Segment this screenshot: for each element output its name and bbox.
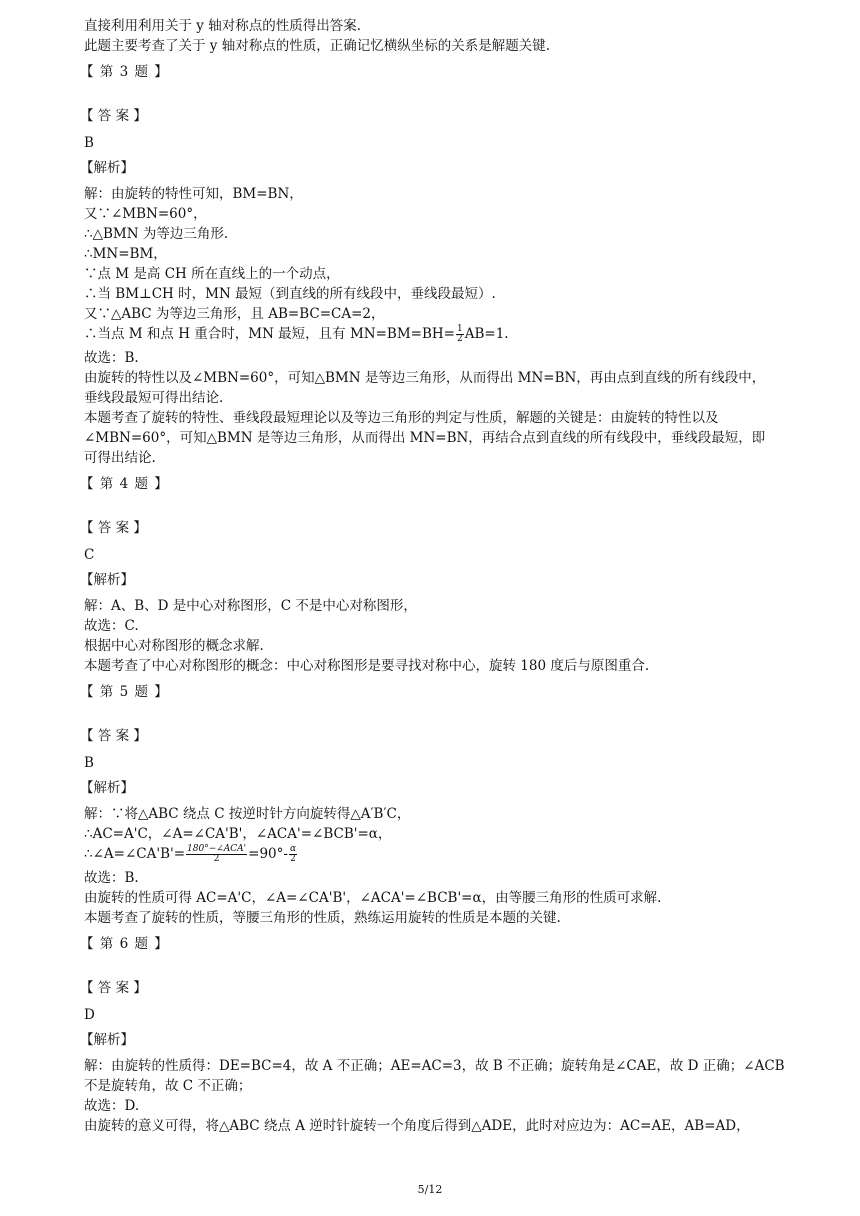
q3-line-6: ∴当 BM⊥CH 时，MN 最短（到直线的所有线段中，垂线段最短）. [84, 286, 496, 302]
intro-line-2: 此题主要考查了关于 y 轴对称点的性质，正确记忆横纵坐标的关系是解题关键. [84, 38, 550, 54]
q5-line-2: ∴AC=A'C，∠A=∠CA'B'，∠ACA'=∠BCB'=α， [84, 826, 392, 842]
q5-line-3-text: ∴∠A=∠CA'B'= [84, 846, 186, 862]
q3-line-9: 故选：B. [84, 350, 139, 366]
q6-line-4: 由旋转的意义可得，将△ABC 绕点 A 逆时针旋转一个角度后得到△ADE，此时对应边为：AC=AE，AB=AD， [84, 1118, 750, 1134]
q3-line-3: ∴△BMN 为等边三角形. [84, 226, 229, 242]
question-5-header: 【 第 5 题 】 [80, 684, 169, 700]
question-4-header: 【 第 4 题 】 [80, 476, 169, 492]
q4-analysis-label: 【解析】 [80, 572, 134, 588]
q3-answer-label: 【 答 案 】 [80, 108, 147, 124]
q3-line-2: 又∵∠MBN=60°， [84, 206, 207, 222]
q3-line-8 [84, 324, 509, 344]
q3-line-12: 本题考查了旋转的特性、垂线段最短理论以及等边三角形的判定与性质，解题的关键是：由旋转的特性以及 [84, 410, 719, 426]
q3-line-4: ∴MN=BM， [84, 246, 167, 262]
page-number: 5/12 [417, 1183, 443, 1196]
q4-answer-label: 【 答 案 】 [80, 520, 147, 536]
q4-answer: C [84, 547, 95, 563]
q4-line-1: 解：A、B、D 是中心对称图形，C 不是中心对称图形， [84, 598, 417, 614]
q5-line-5: 由旋转的性质可得 AC=A'C，∠A=∠CA'B'，∠ACA'=∠BCB'=α，由等腰三角形的性质可求解. [84, 890, 662, 906]
q5-line-6: 本题考查了旋转的性质，等腰三角形的性质，熟练运用旋转的性质是本题的关键. [84, 910, 561, 926]
q5-answer: B [84, 755, 94, 771]
fraction: $\frac{1}{2}$ [457, 324, 463, 344]
q5-line-4: 故选：B. [84, 870, 139, 886]
q6-answer: D [84, 1007, 95, 1023]
q6-line-3: 故选：D. [84, 1098, 140, 1114]
q3-line-8-text: ∴当点 M 和点 H 重合时，MN 最短，且有 MN=BM=BH= [84, 326, 455, 342]
q6-answer-label: 【 答 案 】 [80, 980, 147, 996]
q3-line-1: 解：由旋转的特性可知，BM=BN， [84, 186, 303, 202]
q3-line-10: 由旋转的特性以及∠MBN=60°，可知△BMN 是等边三角形，从而得出 MN=BN，再由点到直线的所有线段中， [84, 370, 766, 386]
q3-line-13: ∠MBN=60°，可知△BMN 是等边三角形，从而得出 MN=BN，再结合点到直线的所有线段中，垂线段最短，即 [84, 430, 766, 446]
intro-line-1: 直接利用利用关于 y 轴对称点的性质得出答案. [84, 18, 361, 34]
question-3-header: 【 第 3 题 】 [80, 64, 169, 80]
q5-line-3-mid: =90°- [248, 846, 288, 862]
q3-line-8-tail: AB=1. [464, 326, 509, 342]
q3-answer: B [84, 135, 94, 151]
question-6-header: 【 第 6 题 】 [80, 936, 169, 952]
q4-line-4: 本题考查了中心对称图形的概念：中心对称图形是要寻找对称中心，旋转 180 度后与原图重合. [84, 658, 650, 674]
q5-analysis-label: 【解析】 [80, 780, 134, 796]
q6-line-1: 解：由旋转的性质得：DE=BC=4，故 A 不正确；AE=AC=3，故 B 不正确；旋转角是∠CAE，故 D 正确；∠ACB [84, 1058, 785, 1074]
q5-line-1: 解：∵将△ABC 绕点 C 按逆时针方向旋转得△A′B′C， [84, 806, 411, 822]
q3-analysis-label: 【解析】 [80, 160, 134, 176]
q4-line-3: 根据中心对称图形的概念求解. [84, 638, 264, 654]
q5-answer-label: 【 答 案 】 [80, 728, 147, 744]
q3-line-11: 垂线段最短可得出结论. [84, 390, 224, 406]
q6-analysis-label: 【解析】 [80, 1032, 134, 1048]
fraction: $\frac{\text{180°−∠ACA'}}{2}$ [187, 844, 247, 864]
q5-line-3 [84, 844, 298, 864]
q3-line-7: 又∵△ABC 为等边三角形，且 AB=BC=CA=2， [84, 306, 385, 322]
q4-line-2: 故选：C. [84, 618, 139, 634]
q3-line-5: ∵点 M 是高 CH 所在直线上的一个动点， [84, 266, 340, 282]
q6-line-2: 不是旋转角，故 C 不正确； [84, 1078, 252, 1094]
q3-line-14: 可得出结论. [84, 450, 156, 466]
fraction: $\frac{\alpha}{2}$ [289, 844, 297, 864]
